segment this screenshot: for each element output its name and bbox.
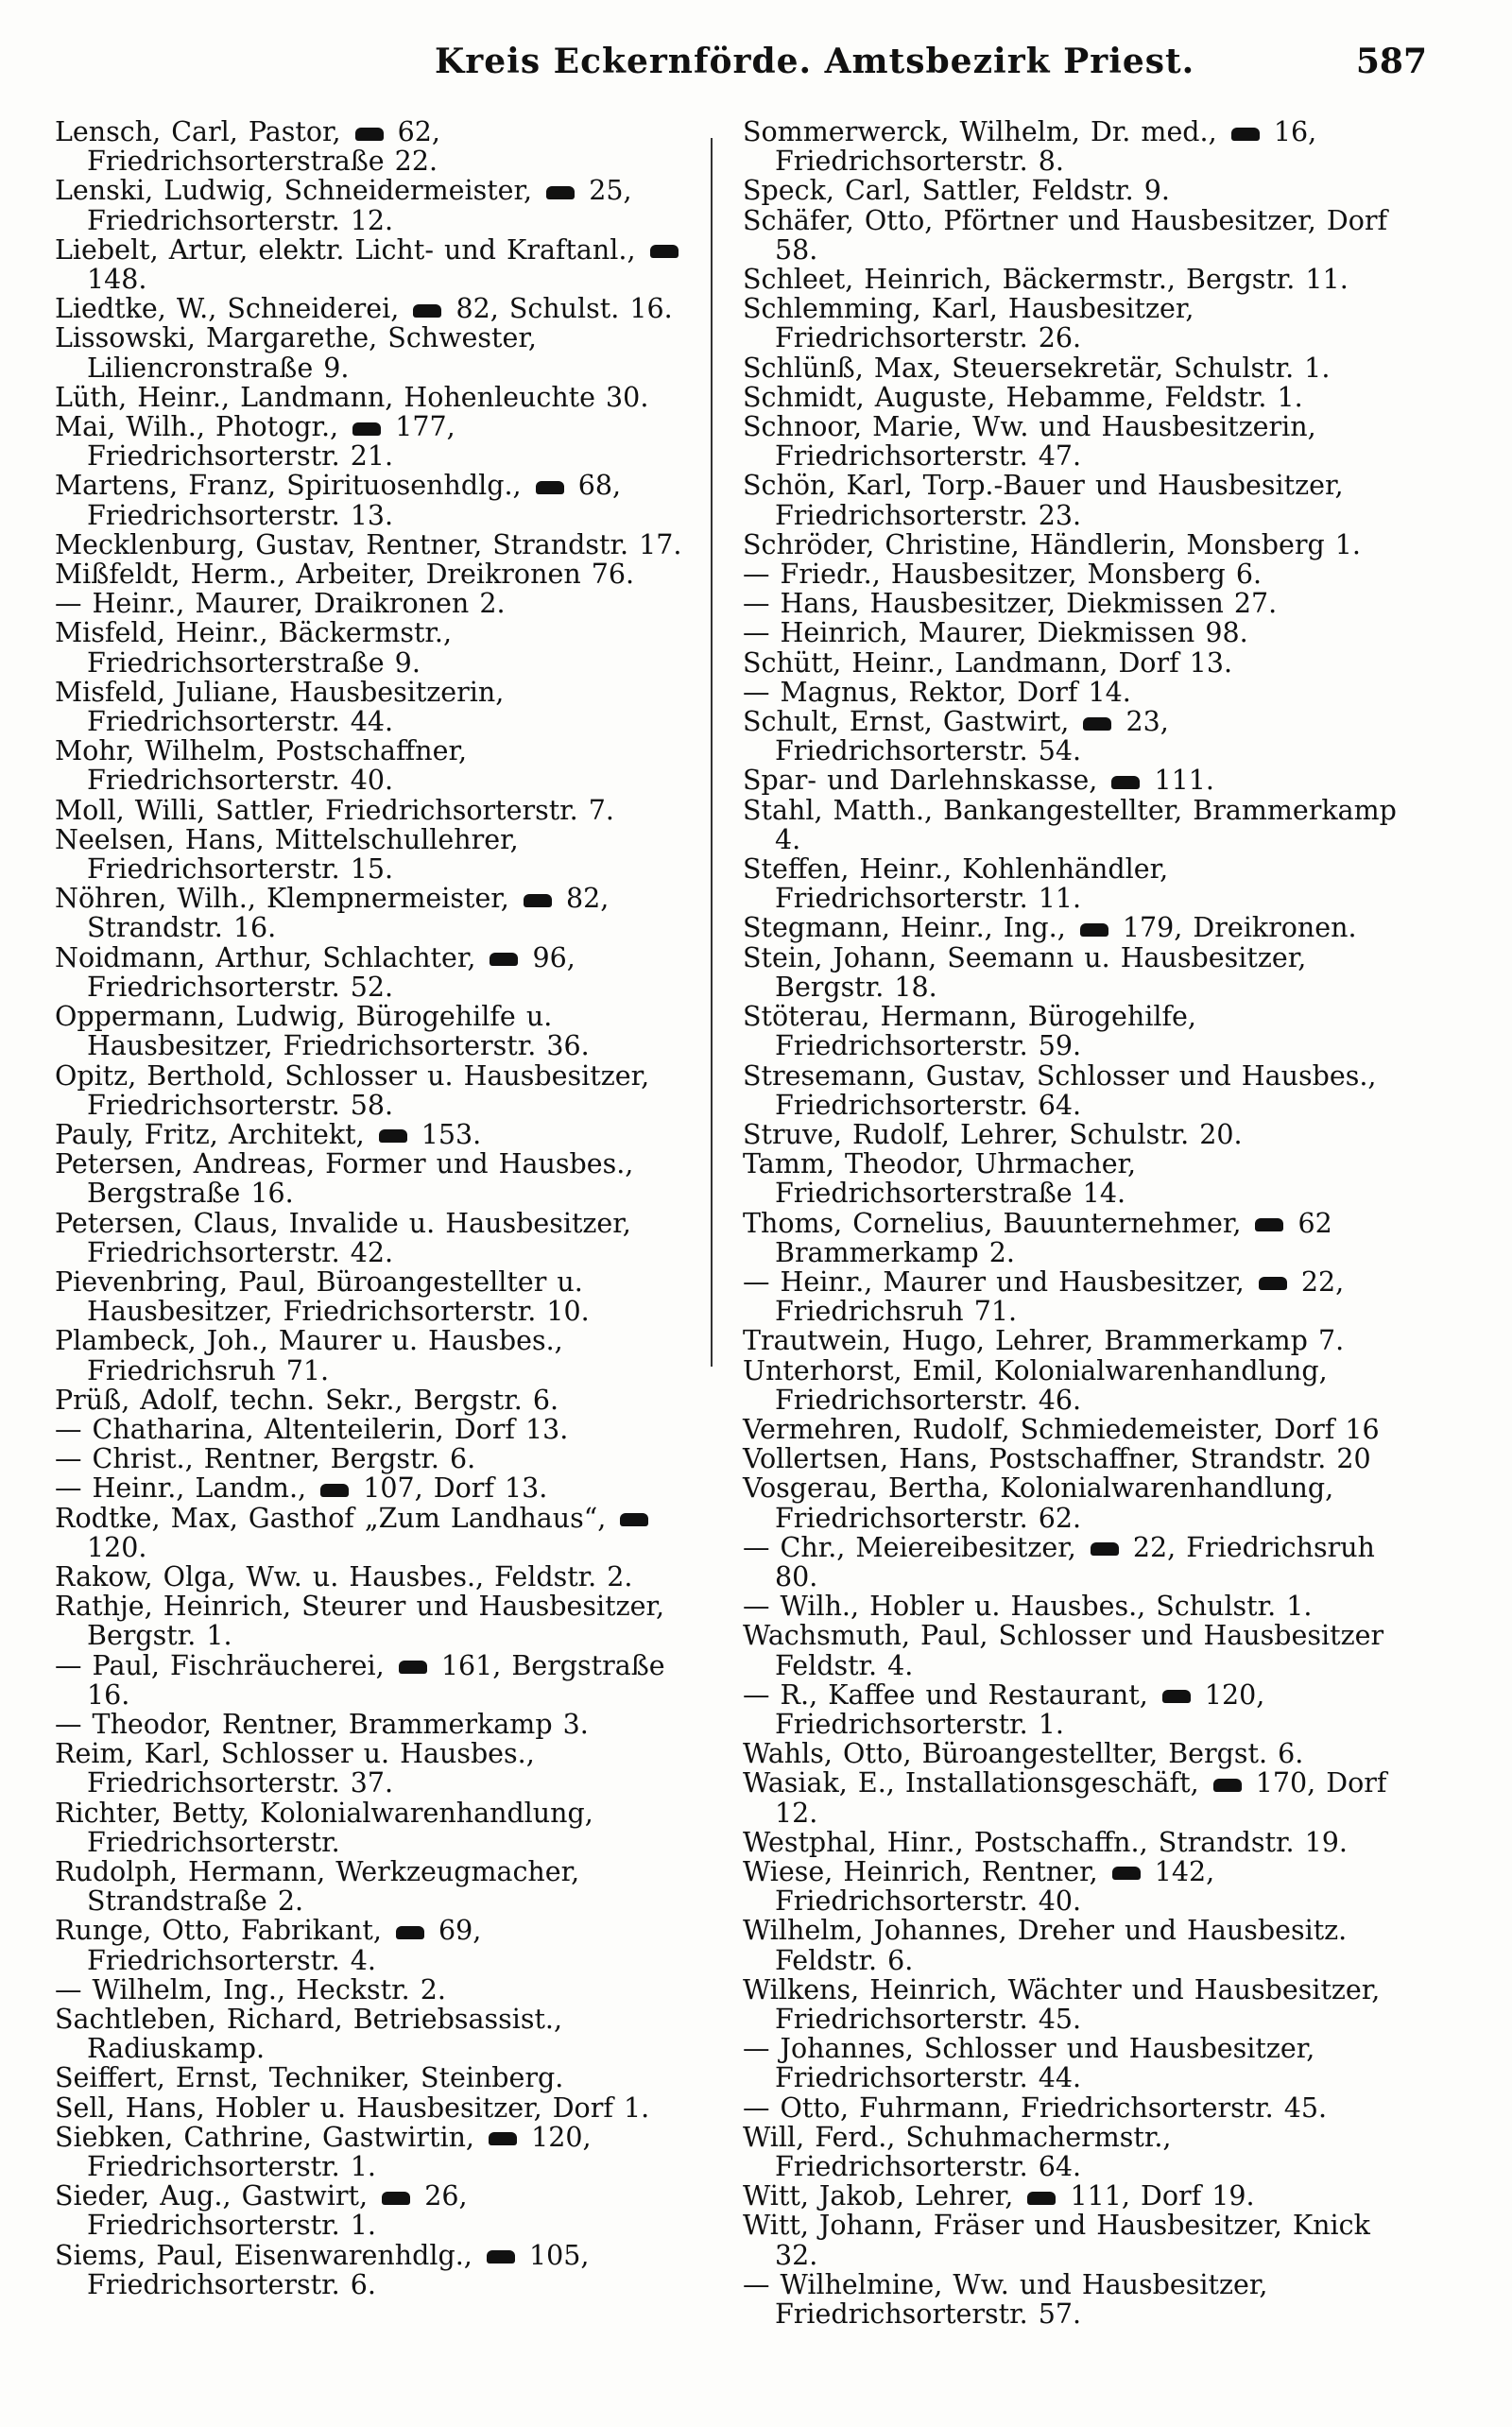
directory-entry <box>55 1651 716 1710</box>
entry-phone-address: 69, Friedrichsorterstr. 4. <box>87 1915 482 1976</box>
entry-phone-address: 82, Strandstr. 16. <box>87 883 610 944</box>
directory-entry <box>743 648 1404 678</box>
entry-text: Stöterau, Hermann, Bürogehilfe, Friedrichsorterstr. 59. <box>743 1001 1196 1062</box>
entry-phone-address: 148. <box>87 264 147 296</box>
telephone-icon <box>650 245 679 258</box>
directory-entry <box>743 1120 1404 1149</box>
entry-phone-address: 111, Dorf 19. <box>1070 2180 1255 2212</box>
directory-entry <box>55 1592 716 1650</box>
entry-text: Spar- und Darlehnskasse, <box>743 765 1098 797</box>
telephone-icon <box>1111 776 1140 789</box>
entry-text: — Chr., Meiereibesitzer, <box>743 1531 1076 1563</box>
entry-phone-address: 120, Friedrichsorterstr. 1. <box>87 2121 592 2183</box>
entry-text: Rodtke, Max, Gasthof „Zum Landhaus“, <box>55 1502 607 1534</box>
entry-text: Mecklenburg, Gustav, Rentner, Strandstr. 17. <box>55 528 682 560</box>
directory-entry <box>743 1768 1404 1827</box>
telephone-icon <box>1231 128 1260 141</box>
directory-entry <box>55 2005 716 2063</box>
entry-text: Wachsmuth, Paul, Schlosser und Hausbesitzer Feldstr. 4. <box>743 1620 1384 1681</box>
page-number: 587 <box>1355 42 1427 81</box>
entry-text: Sell, Hans, Hobler u. Hausbesitzer, Dorf 1. <box>55 2091 650 2124</box>
directory-entry <box>55 2181 716 2240</box>
entry-text: Petersen, Andreas, Former und Hausbes., Bergstraße 16. <box>55 1148 634 1210</box>
right-column <box>743 117 1404 2329</box>
entry-text: Richter, Betty, Kolonialwarenhandlung, Friedrichsorterstr. <box>55 1797 593 1858</box>
directory-entry <box>55 117 716 176</box>
directory-entry <box>743 913 1404 942</box>
directory-entry <box>55 736 716 795</box>
directory-entry <box>743 117 1404 176</box>
telephone-icon <box>1259 1277 1287 1290</box>
entry-text: Stegmann, Heinr., Ing., <box>743 912 1066 944</box>
directory-entry <box>55 1857 716 1916</box>
entry-text: Schlünß, Max, Steuersekretär, Schulstr. 1. <box>743 352 1331 384</box>
directory-entry <box>743 559 1404 589</box>
entry-text: Steffen, Heinr., Kohlenhändler, Friedrichsorterstr. 11. <box>743 853 1169 915</box>
entry-text: Schön, Karl, Torp.-Bauer und Hausbesitzer, Friedrichsorterstr. 23. <box>743 470 1344 531</box>
entry-phone-address: 161, Bergstraße 16. <box>87 1649 665 1711</box>
entry-text: Schütt, Heinr., Landmann, Dorf 13. <box>743 646 1233 679</box>
page-header <box>57 42 1455 98</box>
directory-entry <box>743 796 1404 854</box>
directory-entry <box>55 1975 716 2005</box>
entry-text: Stahl, Matth., Bankangestellter, Brammerkamp 4. <box>743 794 1397 855</box>
entry-text: Unterhorst, Emil, Kolonialwarenhandlung, Friedrichsorterstr. 46. <box>743 1354 1328 1416</box>
entry-text: Lüth, Heinr., Landmann, Hohenleuchte 30. <box>55 381 649 413</box>
directory-entry <box>55 294 716 323</box>
entry-phone-address: 142, Friedrichsorterstr. 40. <box>775 1855 1215 1918</box>
telephone-icon <box>382 2192 410 2205</box>
entry-phone-address: 170, Dorf 12. <box>775 1767 1387 1829</box>
entry-text: — Magnus, Rektor, Dorf 14. <box>743 676 1131 708</box>
telephone-icon <box>399 1661 427 1674</box>
entry-phone-address: 107, Dorf 13. <box>363 1472 548 1505</box>
entry-text: Mohr, Wilhelm, Postschaffner, Friedrichsorterstr. 40. <box>55 735 468 797</box>
entry-text: Neelsen, Hans, Mittelschullehrer, Friedrichsorterstr. 15. <box>55 823 519 886</box>
directory-entry <box>743 2181 1404 2211</box>
directory-entry <box>55 1120 716 1149</box>
directory-entry <box>55 2093 716 2123</box>
entry-text: Stresemann, Gustav, Schlosser und Hausbes., Friedrichsorterstr. 64. <box>743 1059 1377 1121</box>
directory-entry <box>55 1267 716 1326</box>
entry-text: — Paul, Fischräucherei, <box>55 1649 385 1681</box>
entry-text: Trautwein, Hugo, Lehrer, Brammerkamp 7. <box>743 1325 1345 1357</box>
directory-entry <box>55 471 716 529</box>
entry-text: — Heinr., Maurer, Draikronen 2. <box>55 588 506 620</box>
directory-entry <box>55 1444 716 1473</box>
entry-text: Schröder, Christine, Händlerin, Monsberg 1. <box>743 528 1361 560</box>
telephone-icon <box>536 481 564 494</box>
entry-text: Schlemming, Karl, Hausbesitzer, Friedrichsorterstr. 26. <box>743 293 1194 354</box>
directory-entry <box>743 2123 1404 2181</box>
directory-entry <box>743 1473 1404 1532</box>
directory-entry <box>55 176 716 234</box>
entry-text: Schäfer, Otto, Pförtner und Hausbesitzer, Dorf 58. <box>743 204 1388 266</box>
entry-phone-address: 23, Friedrichsorterstr. 54. <box>775 706 1169 767</box>
directory-entry <box>55 1149 716 1208</box>
directory-entry <box>743 1356 1404 1415</box>
directory-entry <box>55 2063 716 2092</box>
entry-phone-address: 25, Friedrichsorterstr. 12. <box>87 175 632 236</box>
directory-entry <box>55 1916 716 1974</box>
entry-text: Wiese, Heinrich, Rentner, <box>743 1855 1098 1887</box>
directory-entry <box>55 884 716 942</box>
directory-entry <box>743 2034 1404 2092</box>
entry-text: Witt, Johann, Fräser und Hausbesitzer, Knick 32. <box>743 2210 1370 2271</box>
telephone-icon <box>1112 1867 1141 1880</box>
directory-entry <box>743 471 1404 529</box>
entry-phone-address: 16, Friedrichsorterstr. 8. <box>775 116 1317 178</box>
directory-entry <box>743 1680 1404 1739</box>
entry-text: Liedtke, W., Schneiderei, <box>55 293 400 325</box>
entry-text: Vermehren, Rudolf, Schmiedemeister, Dorf 16 <box>743 1413 1380 1445</box>
telephone-icon <box>620 1513 648 1526</box>
directory-entry <box>55 559 716 589</box>
directory-entry <box>55 2241 716 2299</box>
directory-entry <box>743 589 1404 618</box>
entry-text: Lenski, Ludwig, Schneidermeister, <box>55 175 533 207</box>
directory-entry <box>743 678 1404 707</box>
telephone-icon <box>1080 923 1108 937</box>
entry-text: Struve, Rudolf, Lehrer, Schulstr. 20. <box>743 1118 1243 1150</box>
directory-entry <box>743 618 1404 647</box>
telephone-icon <box>379 1129 407 1143</box>
directory-entry <box>55 1061 716 1120</box>
directory-entry <box>743 1621 1404 1679</box>
entry-text: Misfeld, Heinr., Bäckermstr., Friedrichsorterstraße 9. <box>55 617 453 679</box>
entry-text: Siems, Paul, Eisenwarenhdlg., <box>55 2239 472 2271</box>
telephone-icon <box>1091 1542 1119 1556</box>
directory-entry <box>55 1209 716 1267</box>
entry-text: Noidmann, Arthur, Schlachter, <box>55 941 476 973</box>
entry-text: — Wilh., Hobler u. Hausbes., Schulstr. 1. <box>743 1591 1313 1623</box>
entry-text: Lissowski, Margarethe, Schwester, Liliencronstraße 9. <box>55 322 537 384</box>
entry-phone-address: 120. <box>87 1531 147 1563</box>
entry-text: Reim, Karl, Schlosser u. Hausbes., Friedrichsorterstr. 37. <box>55 1738 535 1799</box>
entry-phone-address: 62 Brammerkamp 2. <box>775 1207 1332 1268</box>
directory-entry <box>55 1710 716 1739</box>
entry-phone-address: 22, Friedrichsruh 71. <box>775 1265 1345 1328</box>
entry-text: — Wilhelm, Ing., Heckstr. 2. <box>55 1973 446 2005</box>
directory-entry <box>743 176 1404 205</box>
entry-text: — Wilhelmine, Ww. und Hausbesitzer, Friedrichsorterstr. 57. <box>743 2268 1268 2331</box>
entry-phone-address: 179, Dreikronen. <box>1122 912 1357 944</box>
directory-entry <box>55 1562 716 1592</box>
directory-entry <box>55 1002 716 1060</box>
entry-text: Westphal, Hinr., Postschaffn., Strandstr. 19. <box>743 1826 1348 1858</box>
directory-entry <box>743 1828 1404 1857</box>
entry-text: Sachtleben, Richard, Betriebsassist., Radiuskamp. <box>55 2004 563 2065</box>
telephone-icon <box>413 304 441 318</box>
entry-text: Pauly, Fritz, Architekt, <box>55 1118 365 1150</box>
telephone-icon <box>490 953 518 966</box>
directory-entry <box>55 589 716 618</box>
entry-text: Wahls, Otto, Büroangestellter, Bergst. 6. <box>743 1738 1304 1770</box>
entry-text: Sieder, Aug., Gastwirt, <box>55 2180 369 2212</box>
entry-phone-address: 105, Friedrichsorterstr. 6. <box>87 2239 590 2300</box>
entry-text: Sommerwerck, Wilhelm, Dr. med., <box>743 116 1217 147</box>
entry-text: Mißfeldt, Herm., Arbeiter, Dreikronen 76. <box>55 559 635 591</box>
entry-text: Plambeck, Joh., Maurer u. Hausbes., Friedrichsruh 71. <box>55 1325 563 1386</box>
entry-text: Vollertsen, Hans, Postschaffner, Strandstr. 20 <box>743 1443 1371 1475</box>
directory-entry <box>55 1386 716 1415</box>
directory-entry <box>743 1267 1404 1326</box>
directory-entry <box>743 2093 1404 2123</box>
directory-entry <box>55 412 716 471</box>
entry-text: Nöhren, Wilh., Klempnermeister, <box>55 883 509 915</box>
entry-text: Petersen, Claus, Invalide u. Hausbesitzer, Friedrichsorterstr. 42. <box>55 1207 631 1268</box>
entry-text: Liebelt, Artur, elektr. Licht- und Kraftanl., <box>55 233 636 266</box>
directory-entry <box>55 323 716 382</box>
directory-entry <box>743 412 1404 471</box>
entry-text: Rudolph, Hermann, Werkzeugmacher, Strandstraße 2. <box>55 1855 580 1918</box>
directory-entry <box>743 707 1404 766</box>
telephone-icon <box>1027 2192 1056 2205</box>
directory-entry <box>55 1473 716 1503</box>
directory-entry <box>743 206 1404 265</box>
directory-entry <box>743 766 1404 795</box>
directory-entry <box>55 618 716 677</box>
entry-text: Prüß, Adolf, techn. Sekr., Bergstr. 6. <box>55 1384 559 1416</box>
directory-entry <box>743 530 1404 559</box>
entry-text: Vosgerau, Bertha, Kolonialwarenhandlung, Friedrichsorterstr. 62. <box>743 1472 1334 1534</box>
directory-entry <box>743 1002 1404 1060</box>
entry-text: Schleet, Heinrich, Bäckermstr., Bergstr. 11. <box>743 264 1349 296</box>
telephone-icon <box>1213 1779 1242 1792</box>
entry-text: Rathje, Heinrich, Steurer und Hausbesitzer, Bergstr. 1. <box>55 1591 665 1652</box>
directory-entry <box>743 265 1404 294</box>
directory-entry <box>743 1149 1404 1208</box>
directory-entry <box>743 294 1404 353</box>
directory-entry <box>55 235 716 294</box>
directory-entry <box>55 1739 716 1798</box>
entry-text: Opitz, Berthold, Schlosser u. Hausbesitzer, Friedrichsorterstr. 58. <box>55 1059 650 1121</box>
telephone-icon <box>524 894 552 907</box>
directory-entry <box>55 825 716 884</box>
entry-text: Speck, Carl, Sattler, Feldstr. 9. <box>743 175 1170 207</box>
entry-text: Witt, Jakob, Lehrer, <box>743 2180 1014 2212</box>
entry-text: Martens, Franz, Spirituosenhdlg., <box>55 470 522 502</box>
directory-entry <box>743 1916 1404 1974</box>
entry-phone-address: 96, Friedrichsorterstr. 52. <box>87 941 576 1003</box>
telephone-icon <box>396 1926 424 1939</box>
telephone-icon <box>352 422 381 436</box>
directory-entry <box>743 1857 1404 1916</box>
telephone-icon <box>546 186 575 199</box>
entry-phone-address: 120, Friedrichsorterstr. 1. <box>775 1678 1265 1740</box>
entry-text: Schmidt, Auguste, Hebamme, Feldstr. 1. <box>743 381 1303 413</box>
entry-text: Stein, Johann, Seemann u. Hausbesitzer, Bergstr. 18. <box>743 941 1307 1003</box>
entry-text: — Christ., Rentner, Bergstr. 6. <box>55 1443 476 1475</box>
entry-text: Wilkens, Heinrich, Wächter und Hausbesitzer, Friedrichsorterstr. 45. <box>743 1973 1381 2035</box>
directory-entry <box>55 1504 716 1562</box>
entry-phone-address: 177, Friedrichsorterstr. 21. <box>87 411 455 473</box>
directory-entry <box>55 1326 716 1385</box>
entry-text: Wasiak, E., Installationsgeschäft, <box>743 1767 1199 1799</box>
entry-text: Wilhelm, Johannes, Dreher und Hausbesitz. Feldstr. 6. <box>743 1915 1348 1976</box>
entry-text: Misfeld, Juliane, Hausbesitzerin, Friedrichsorterstr. 44. <box>55 676 505 738</box>
directory-entry <box>55 796 716 825</box>
entry-text: Pievenbring, Paul, Büroangestellter u. Hausbesitzer, Friedrichsorterstr. 10. <box>55 1265 590 1328</box>
entry-text: Mai, Wilh., Photogr., <box>55 411 339 443</box>
directory-entry <box>743 2211 1404 2269</box>
entry-text: — Chatharina, Altenteilerin, Dorf 13. <box>55 1413 569 1445</box>
telephone-icon <box>1162 1690 1191 1703</box>
directory-entry <box>743 1444 1404 1473</box>
telephone-icon <box>487 2250 515 2263</box>
telephone-icon <box>320 1484 349 1497</box>
entry-phone-address: 153. <box>421 1118 482 1150</box>
column-divider <box>711 138 713 1367</box>
entry-phone-address: 111. <box>1154 765 1214 797</box>
directory-entry <box>55 1415 716 1444</box>
entry-text: Moll, Willi, Sattler, Friedrichsorterstr. 7. <box>55 794 614 826</box>
telephone-icon <box>489 2132 517 2145</box>
directory-entry <box>743 1975 1404 2034</box>
directory-entry <box>743 353 1404 383</box>
entry-text: Siebken, Cathrine, Gastwirtin, <box>55 2121 474 2153</box>
directory-entry <box>743 943 1404 1002</box>
page-title: Kreis Eckernförde. Amtsbezirk Priest. <box>435 42 1195 81</box>
entry-text: — Hans, Hausbesitzer, Diekmissen 27. <box>743 588 1278 620</box>
entry-text: — R., Kaffee und Restaurant, <box>743 1678 1148 1711</box>
entry-phone-address: 62, Friedrichsorterstraße 22. <box>87 116 440 178</box>
directory-entry <box>743 1739 1404 1768</box>
directory-entry <box>743 1592 1404 1621</box>
entry-text: — Heinr., Maurer und Hausbesitzer, <box>743 1265 1245 1298</box>
directory-entry <box>55 383 716 412</box>
entry-text: Runge, Otto, Fabrikant, <box>55 1915 382 1947</box>
entry-text: — Heinrich, Maurer, Diekmissen 98. <box>743 617 1248 649</box>
entry-text: Schult, Ernst, Gastwirt, <box>743 706 1070 738</box>
directory-entry <box>743 2270 1404 2329</box>
entry-text: — Theodor, Rentner, Brammerkamp 3. <box>55 1708 589 1740</box>
entry-text: Tamm, Theodor, Uhrmacher, Friedrichsorterstraße 14. <box>743 1148 1137 1210</box>
telephone-icon <box>1255 1218 1283 1231</box>
entry-text: — Heinr., Landm., <box>55 1472 307 1505</box>
directory-entry <box>743 1415 1404 1444</box>
entry-text: Oppermann, Ludwig, Bürogehilfe u. Hausbesitzer, Friedrichsorterstr. 36. <box>55 1001 590 1062</box>
directory-entry <box>743 383 1404 412</box>
directory-entry <box>55 2123 716 2181</box>
directory-entry <box>743 1533 1404 1592</box>
directory-entry <box>55 530 716 559</box>
telephone-icon <box>1083 717 1111 731</box>
entry-text: — Johannes, Schlosser und Hausbesitzer, Friedrichsorterstr. 44. <box>743 2033 1315 2094</box>
directory-entry <box>743 1061 1404 1120</box>
directory-entry <box>743 1209 1404 1267</box>
entry-text: Schnoor, Marie, Ww. und Hausbesitzerin, Friedrichsorterstr. 47. <box>743 411 1316 473</box>
entry-text: Will, Ferd., Schuhmachermstr., Friedrichsorterstr. 64. <box>743 2121 1172 2183</box>
entry-phone-address: 26, Friedrichsorterstr. 1. <box>87 2180 468 2242</box>
entry-text: Seiffert, Ernst, Techniker, Steinberg. <box>55 2062 564 2094</box>
entry-text: Thoms, Cornelius, Bauunternehmer, <box>743 1207 1242 1239</box>
entry-text: Lensch, Carl, Pastor, <box>55 116 341 147</box>
entry-text: — Otto, Fuhrmann, Friedrichsorterstr. 45. <box>743 2091 1328 2124</box>
entry-text: Rakow, Olga, Ww. u. Hausbes., Feldstr. 2. <box>55 1560 633 1592</box>
directory-entry <box>55 678 716 736</box>
left-column <box>55 117 716 2299</box>
directory-entry <box>55 1799 716 1857</box>
directory-entry <box>743 854 1404 913</box>
entry-phone-address: 82, Schulst. 16. <box>455 293 673 325</box>
entry-phone-address: 68, Friedrichsorterstr. 13. <box>87 470 622 531</box>
directory-entry <box>55 943 716 1002</box>
entry-phone-address: 22, Friedrichsruh 80. <box>775 1531 1375 1592</box>
telephone-icon <box>355 128 384 141</box>
directory-entry <box>743 1326 1404 1355</box>
entry-text: — Friedr., Hausbesitzer, Monsberg 6. <box>743 559 1263 591</box>
